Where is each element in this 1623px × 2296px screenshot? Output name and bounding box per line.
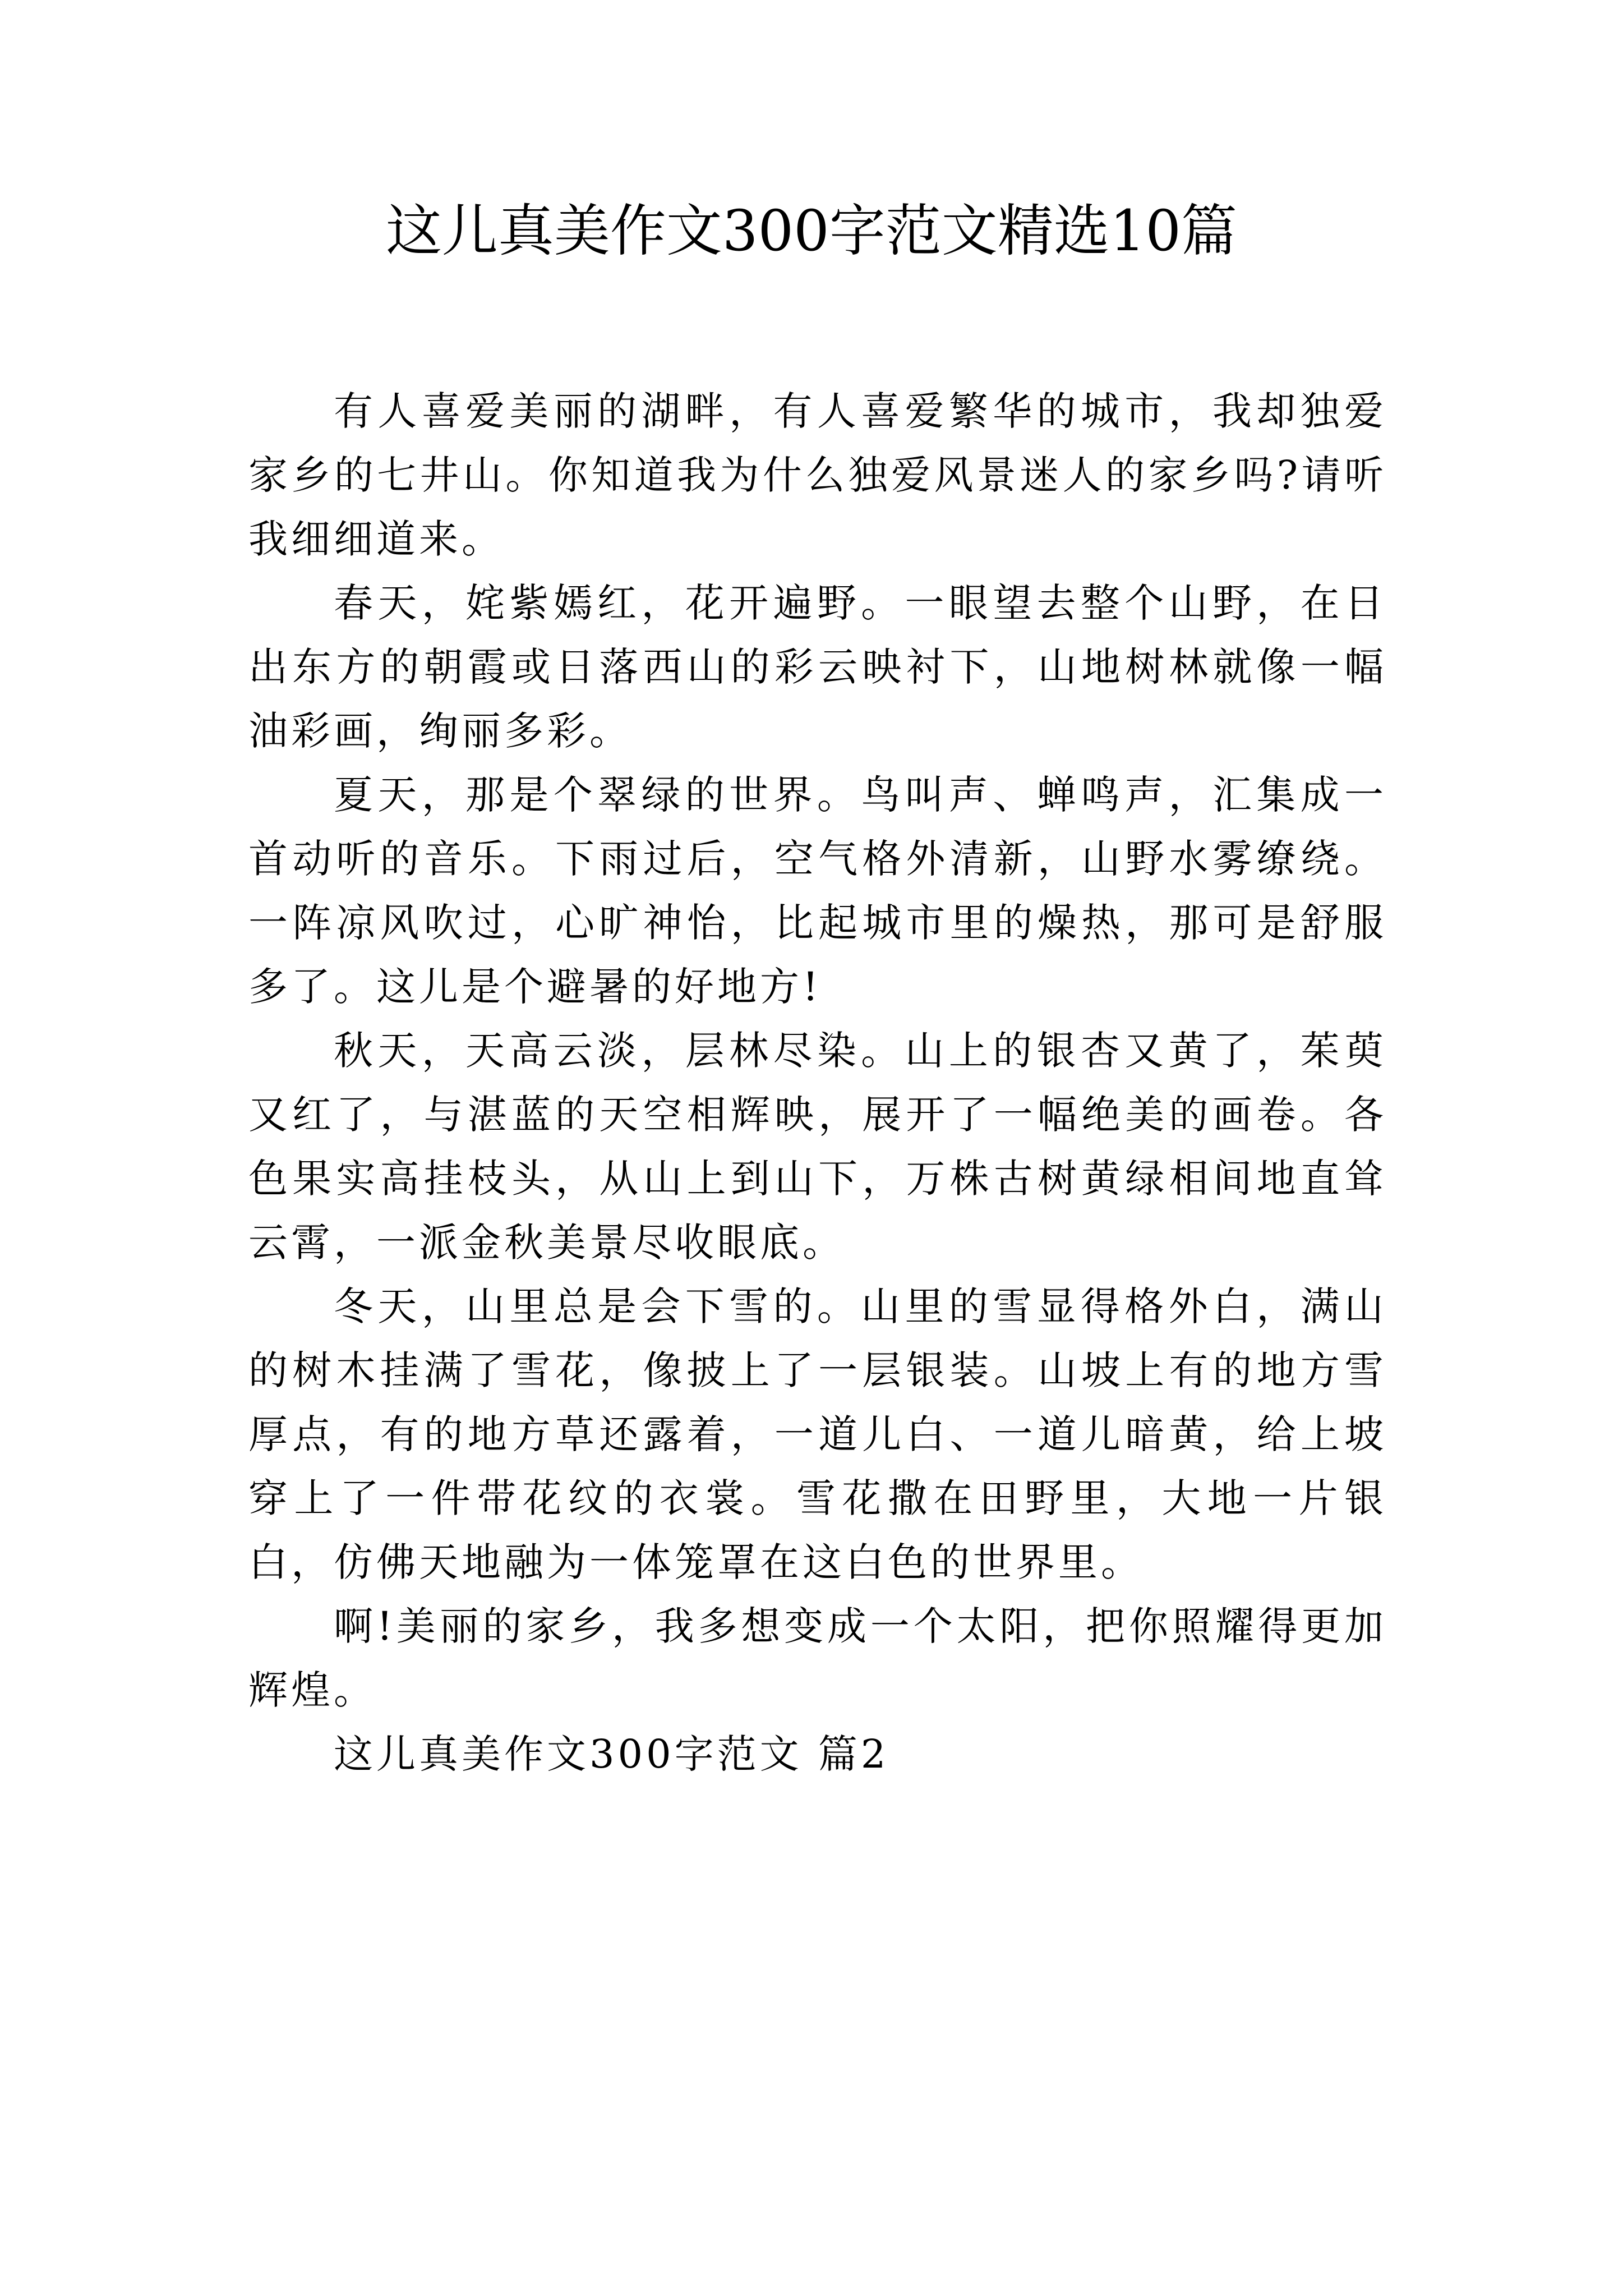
paragraph-winter: 冬天，山里总是会下雪的。山里的雪显得格外白，满山的树木挂满了雪花，像披上了一层银装。山坡上有的地方雪厚点，有的地方草还露着，一道儿白、一道儿暗黄，给上坡穿上了一件带花纹的衣裳。雪花撒在田野里，大地一片银白，仿佛天地融为一体笼罩在这白色的世界里。 <box>248 1283 1387 1585</box>
paragraph-summer: 夏天，那是个翠绿的世界。鸟叫声、蝉鸣声，汇集成一首动听的音乐。下雨过后，空气格外清新，山野水雾缭绕。一阵凉风吹过，心旷神怡，比起城市里的燥热，那可是舒服多了。这儿是个避暑的好地方! <box>248 772 1387 1010</box>
paragraph-intro: 有人喜爱美丽的湖畔，有人喜爱繁华的城市，我却独爱家乡的七井山。你知道我为什么独爱风景迷人的家乡吗?请听我细细道来。 <box>248 388 1387 562</box>
document-body <box>248 379 1387 1786</box>
paragraph-autumn: 秋天，天高云淡，层林尽染。山上的银杏又黄了，茱萸又红了，与湛蓝的天空相辉映，展开了一幅绝美的画卷。各色果实高挂枝头，从山上到山下，万株古树黄绿相间地直耸云霄，一派金秋美景尽收眼底。 <box>248 1028 1387 1266</box>
paragraph-spring: 春天，姹紫嫣红，花开遍野。一眼望去整个山野，在日出东方的朝霞或日落西山的彩云映衬下，山地树林就像一幅油彩画，绚丽多彩。 <box>248 580 1387 754</box>
document-title: 这儿真美作文300字范文精选10篇 <box>385 198 1238 264</box>
section-heading: 这儿真美作文300字范文 篇2 <box>334 1731 889 1777</box>
paragraph-conclusion: 啊!美丽的家乡，我多想变成一个太阳，把你照耀得更加辉煌。 <box>248 1603 1387 1713</box>
